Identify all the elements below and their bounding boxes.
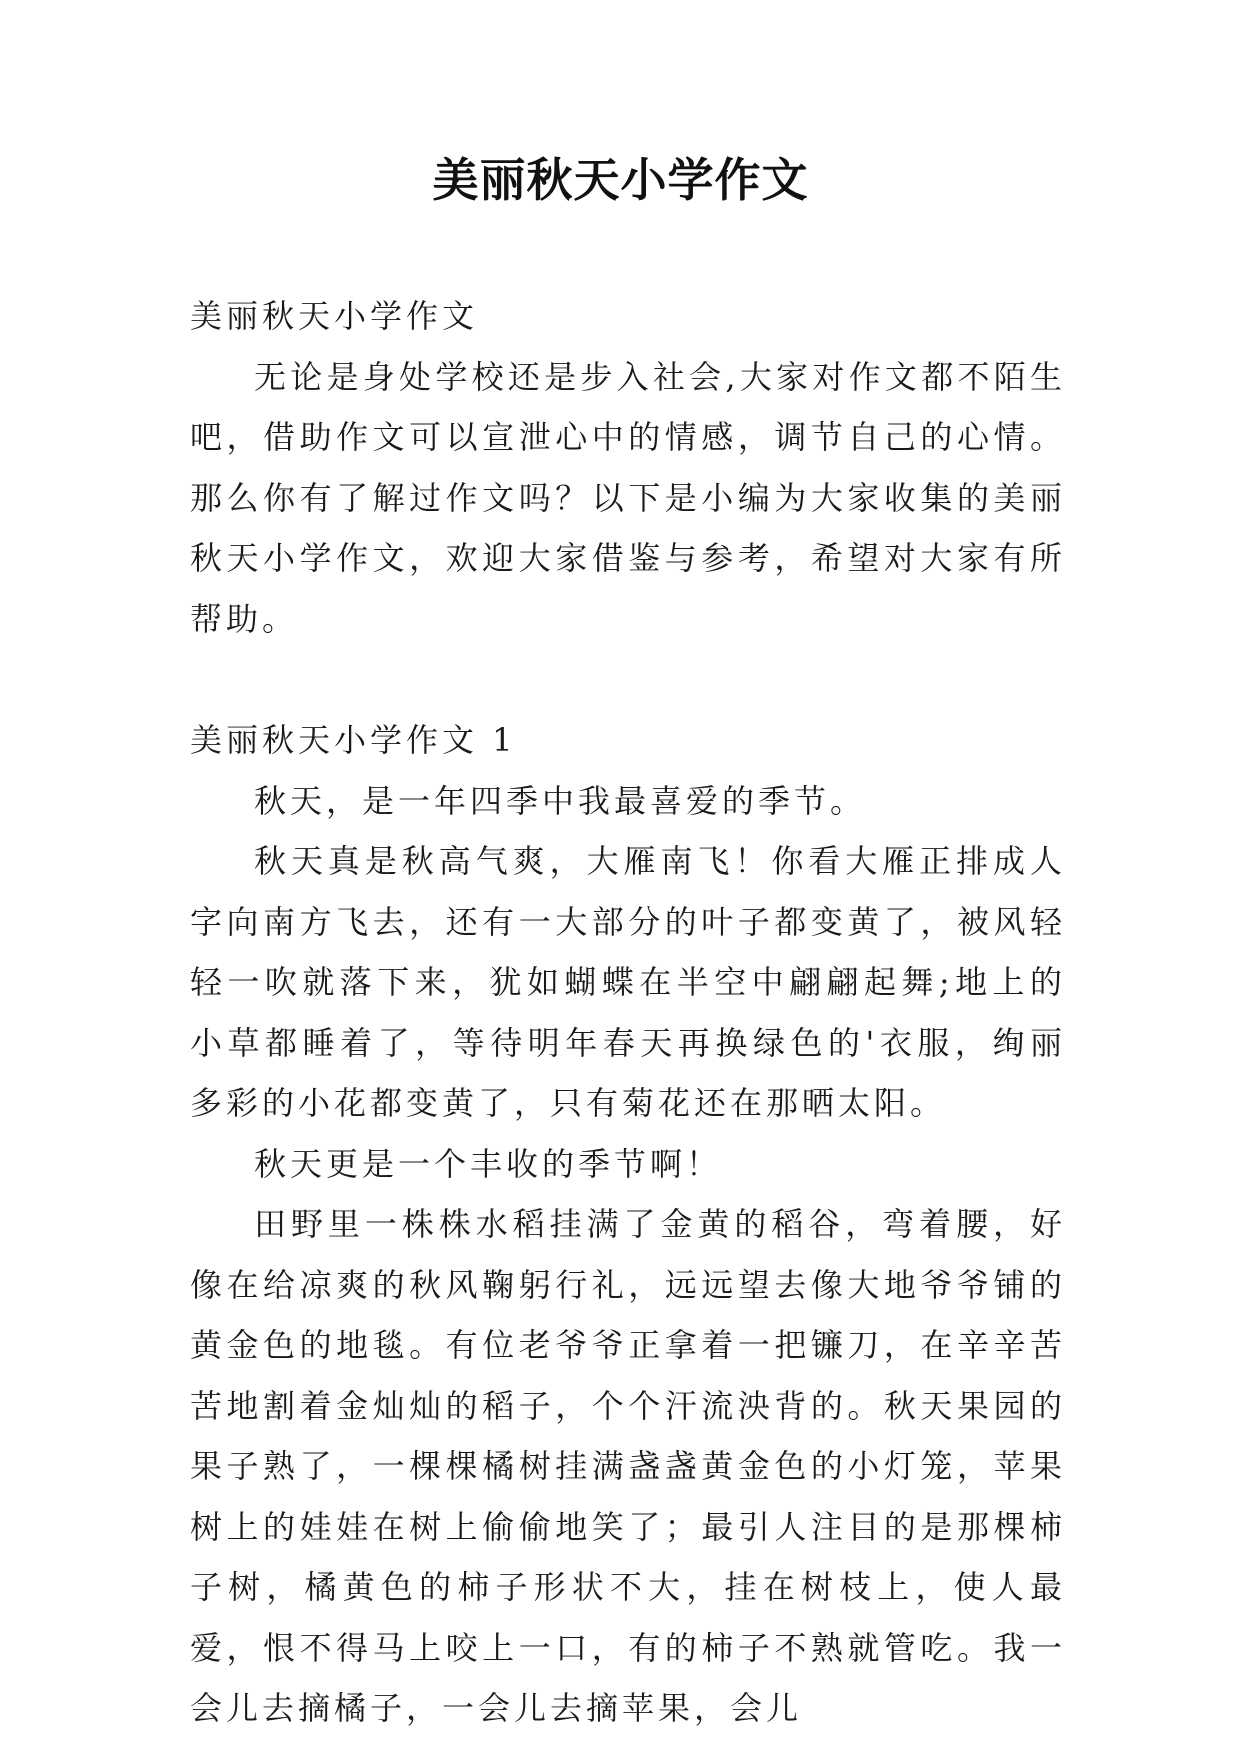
- section-spacer: [190, 649, 1066, 710]
- document-body: [190, 286, 1066, 1739]
- essay1-heading: 美丽秋天小学作文 1: [190, 721, 517, 759]
- essay1-paragraph: 秋天真是秋高气爽，大雁南飞！你看大雁正排成人字向南方飞去，还有一大部分的叶子都变黄了，被风轻轻一吹就落下来，犹如蝴蝶在半空中翩翩起舞;地上的小草都睡着了，等待明年春天再换绿色的'衣服，绚丽多彩的小花都变黄了，只有菊花还在那晒太阳。: [190, 842, 1066, 1122]
- essay1-paragraph: 秋天，是一年四季中我最喜爱的季节。: [254, 781, 867, 820]
- intro-paragraph: 无论是身处学校还是步入社会,大家对作文都不陌生吧，借助作文可以宣泄心中的情感，调节自己的心情。那么你有了解过作文吗？以下是小编为大家收集的美丽秋天小学作文，欢迎大家借鉴与参考，希望对大家有所帮助。: [190, 357, 1066, 638]
- intro-heading: 美丽秋天小学作文: [190, 297, 479, 335]
- document-title: 美丽秋天小学作文: [432, 153, 809, 207]
- essay1-paragraph: 秋天更是一个丰收的季节啊！: [254, 1144, 723, 1183]
- essay1-paragraph: 田野里一株株水稻挂满了金黄的稻谷，弯着腰，好像在给凉爽的秋风鞠躬行礼，远远望去像大地爷爷铺的黄金色的地毯。有位老爷爷正拿着一把镰刀，在辛辛苦苦地割着金灿灿的稻子，个个汗流泱背的。秋天果园的果子熟了，一棵棵橘树挂满盏盏黄金色的小灯笼，苹果树上的娃娃在树上偷偷地笑了；最引人注目的是那棵柿子树，橘黄色的柿子形状不大，挂在树枝上，使人最爱，恨不得马上咬上一口，有的柿子不熟就管吃。我一会儿去摘橘子，一会儿去摘苹果，会儿: [190, 1205, 1066, 1727]
